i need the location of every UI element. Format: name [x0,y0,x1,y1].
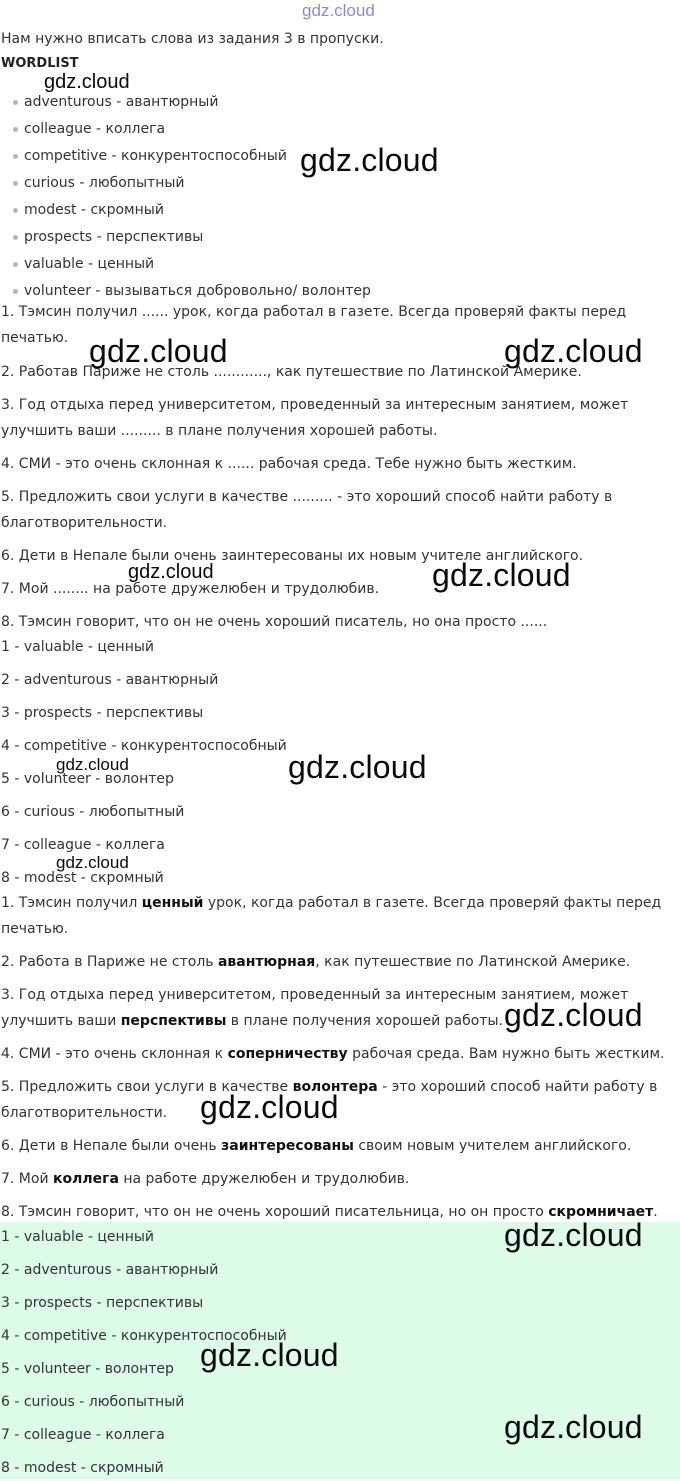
inserted-word: соперничеству [227,1046,348,1062]
filled-sentence: 5. Предложить свои услуги в качестве волонтера - это хороший способ найти работу в благотворительности. [1,1079,658,1121]
answer-item: 4 - competitive - конкурентоспособный [1,1328,287,1344]
filled-sentence: 6. Дети в Непале были очень заинтересованы своим новым учителем английского. [1,1138,632,1154]
bullet-icon [13,235,18,240]
answer-item: 6 - curious - любопытный [1,804,185,820]
bullet-icon [13,100,18,105]
answer-item: 1 - valuable - ценный [1,639,155,655]
wordlist-item: curious - любопытный [24,175,185,191]
answer-item: 3 - prospects - перспективы [1,705,204,721]
inserted-word: волонтера [292,1079,378,1095]
wordlist-item: adventurous - авантюрный [24,94,219,110]
top-watermark: gdz.cloud [302,1,375,20]
answer-item: 7 - colleague - коллега [1,837,165,853]
answer-item: 2 - adventurous - авантюрный [1,672,219,688]
watermark: gdz.cloud [288,749,427,785]
exercise-sentence: 4. СМИ - это очень склонная к ...... рабочая среда. Тебе нужно быть жестким. [1,456,577,472]
answer-item: 2 - adventurous - авантюрный [1,1262,219,1278]
bullet-icon [13,289,18,294]
bullet-icon [13,127,18,132]
watermark: gdz.cloud [89,333,228,369]
wordlist-item: valuable - ценный [24,256,155,272]
wordlist-item: competitive - конкурентоспособный [24,148,287,164]
watermark: gdz.cloud [56,853,129,872]
exercise-sentence: 2. Работав Париже не столь ............, как путешествие по Латинской Америке. [1,364,582,380]
answer-item: 5 - volunteer - волонтер [1,1361,174,1377]
answer-item: 8 - modest - скромный [1,1460,164,1476]
answer-item: 6 - curious - любопытный [1,1394,185,1410]
watermark: gdz.cloud [44,71,130,93]
bullet-icon [13,262,18,267]
watermark: gdz.cloud [504,1409,643,1445]
filled-sentence: 4. СМИ - это очень склонная к соперничеству рабочая среда. Вам нужно быть жестким. [1,1046,665,1062]
watermark: gdz.cloud [504,333,643,369]
filled-sentence: 2. Работа в Париже не столь авантюрная, как путешествие по Латинской Америке. [1,954,631,970]
bullet-icon [13,208,18,213]
answer-item: 4 - competitive - конкурентоспособный [1,738,287,754]
watermark: gdz.cloud [200,1089,339,1125]
wordlist-item: modest - скромный [24,202,164,218]
filled-sentence: 8. Тэмсин говорит, что он не очень хороший писательница, но он просто скромничает. [1,1204,658,1220]
bullet-icon [13,181,18,186]
filled-sentence: 7. Мой коллега на работе дружелюбен и трудолюбив. [1,1171,410,1187]
watermark: gdz.cloud [504,1217,643,1253]
answer-item: 8 - modest - скромный [1,870,164,886]
wordlist-header: WORDLIST [1,56,79,71]
inserted-word: перспективы [120,1013,227,1029]
exercise-sentence: 3. Год отдыха перед университетом, проведенный за интересным занятием, может улучшить ваши ......... в плане получения хорошей работы. [1,397,629,439]
exercise-sentence: 5. Предложить свои услуги в качестве ......... - это хороший способ найти работу в благотворительности. [1,489,613,531]
inserted-word: коллега [53,1171,119,1187]
watermark: gdz.cloud [128,561,214,583]
intro-text: Нам нужно вписать слова из задания 3 в пропуски. [1,31,384,47]
answer-item: 3 - prospects - перспективы [1,1295,204,1311]
wordlist-item: volunteer - вызываться добровольно/ волонтер [24,283,371,299]
answer-item: 5 - volunteer - волонтер [1,771,174,787]
answer-item: 1 - valuable - ценный [1,1229,155,1245]
exercise-sentence: 6. Дети в Непале были очень заинтересованы их новым учителе английского. [1,548,584,564]
exercise-sentence: 8. Тэмсин говорит, что он не очень хороший писатель, но она просто ...... [1,614,548,630]
watermark: gdz.cloud [300,142,439,178]
wordlist-item: prospects - перспективы [24,229,204,245]
exercise-sentence: 7. Мой ........ на работе дружелюбен и трудолюбив. [1,581,380,597]
inserted-word: скромничает [548,1204,654,1220]
watermark: gdz.cloud [432,557,571,593]
inserted-word: авантюрная [217,954,316,970]
filled-sentence: 1. Тэмсин получил ценный урок, когда работал в газете. Всегда проверяй факты перед печатью. [1,895,662,937]
inserted-word: ценный [141,895,204,911]
inserted-word: заинтересованы [221,1138,354,1154]
wordlist-item: colleague - коллега [24,121,166,137]
bullet-icon [13,154,18,159]
filled-sentence: 3. Год отдыха перед университетом, проведенный за интересным занятием, может улучшить ваши перспективы в плане получения хорошей работы. [1,987,629,1029]
watermark: gdz.cloud [200,1337,339,1373]
answer-item: 7 - colleague - коллега [1,1427,165,1443]
watermark: gdz.cloud [504,997,643,1033]
watermark: gdz.cloud [56,755,129,774]
exercise-sentence: 1. Тэмсин получил ...... урок, когда работал в газете. Всегда проверяй факты перед печатью. [1,304,627,346]
